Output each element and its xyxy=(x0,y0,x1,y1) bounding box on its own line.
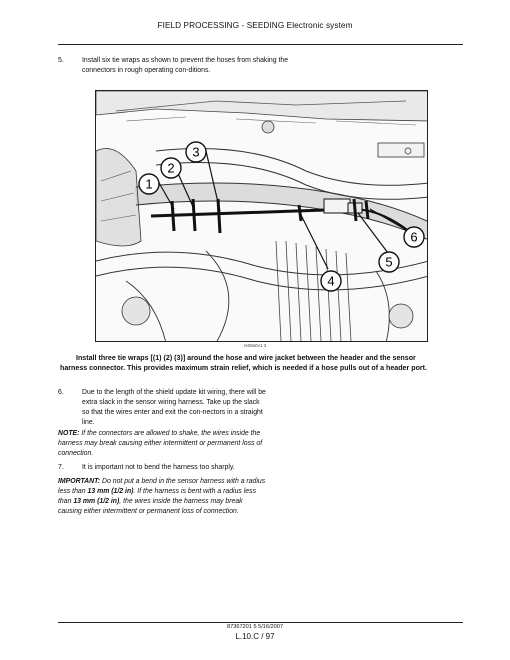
svg-text:2: 2 xyxy=(167,160,175,176)
step-number: 5. xyxy=(58,57,64,64)
figure-id: rs09a0v1 3 xyxy=(243,343,267,348)
note-text: If the connectors are allowed to shake, the wires inside the harness may break causing either intermittent or permanent loss of connection. xyxy=(58,430,263,457)
svg-text:4: 4 xyxy=(327,273,335,289)
note-label: NOTE: xyxy=(58,430,80,437)
step-number: 6. xyxy=(58,389,64,396)
callout-5 xyxy=(379,252,399,272)
step-text: Due to the length of the shield update kit wiring, there will be extra slack in the sensor wiring harness. Take up the slack so that the wires enter and exit the con-nectors in a straight line. xyxy=(82,389,266,426)
important-block: IMPORTANT: Do not put a bend in the sensor harness with a radius less than 13 mm (1/2 in). If the harness is bent with a radius less than 13 mm (1/2 in), the wires inside the harness may break causing either intermittent or permanent loss of connection. xyxy=(58,478,266,515)
caption-line-1: Install three tie wraps [(1) (2) (3)] around the hose and wire jacket between the header and the sensor xyxy=(76,354,416,362)
important-value: 13 mm (1/2 in) xyxy=(87,488,134,495)
important-label: IMPORTANT: xyxy=(58,478,101,485)
svg-text:6: 6 xyxy=(410,229,418,245)
note-block xyxy=(58,429,268,459)
step-text: It is important not to bend the harness too sharply. xyxy=(82,464,235,471)
important-value: 13 mm (1/2 in) xyxy=(73,498,120,505)
svg-text:5: 5 xyxy=(385,254,393,270)
footer-page-number: L.10.C / 97 xyxy=(235,632,275,641)
svg-text:1: 1 xyxy=(145,176,153,192)
figure-caption xyxy=(60,353,470,373)
callout-4 xyxy=(321,271,341,291)
callout-6 xyxy=(404,227,424,247)
footer-rule xyxy=(58,622,463,623)
caption-line-2: harness connector. This provides maximum strain relief, which is needed if a hose pulls out of a header port. xyxy=(60,364,427,372)
svg-text:3: 3 xyxy=(192,144,200,160)
callout-2 xyxy=(161,158,181,178)
step-text: Install six tie wraps as shown to prevent the hoses from shaking the connectors in rough operating con-ditions. xyxy=(82,57,289,74)
page-header-title: FIELD PROCESSING - SEEDING Electronic system xyxy=(157,21,353,30)
callout-1 xyxy=(139,174,159,194)
figure-tie-wraps xyxy=(95,90,428,342)
footer-doc-id: 87367201 5 5/16/2007 xyxy=(227,624,283,630)
callout-3 xyxy=(186,142,206,162)
header-rule xyxy=(58,44,463,45)
step-number: 7. xyxy=(58,464,64,471)
